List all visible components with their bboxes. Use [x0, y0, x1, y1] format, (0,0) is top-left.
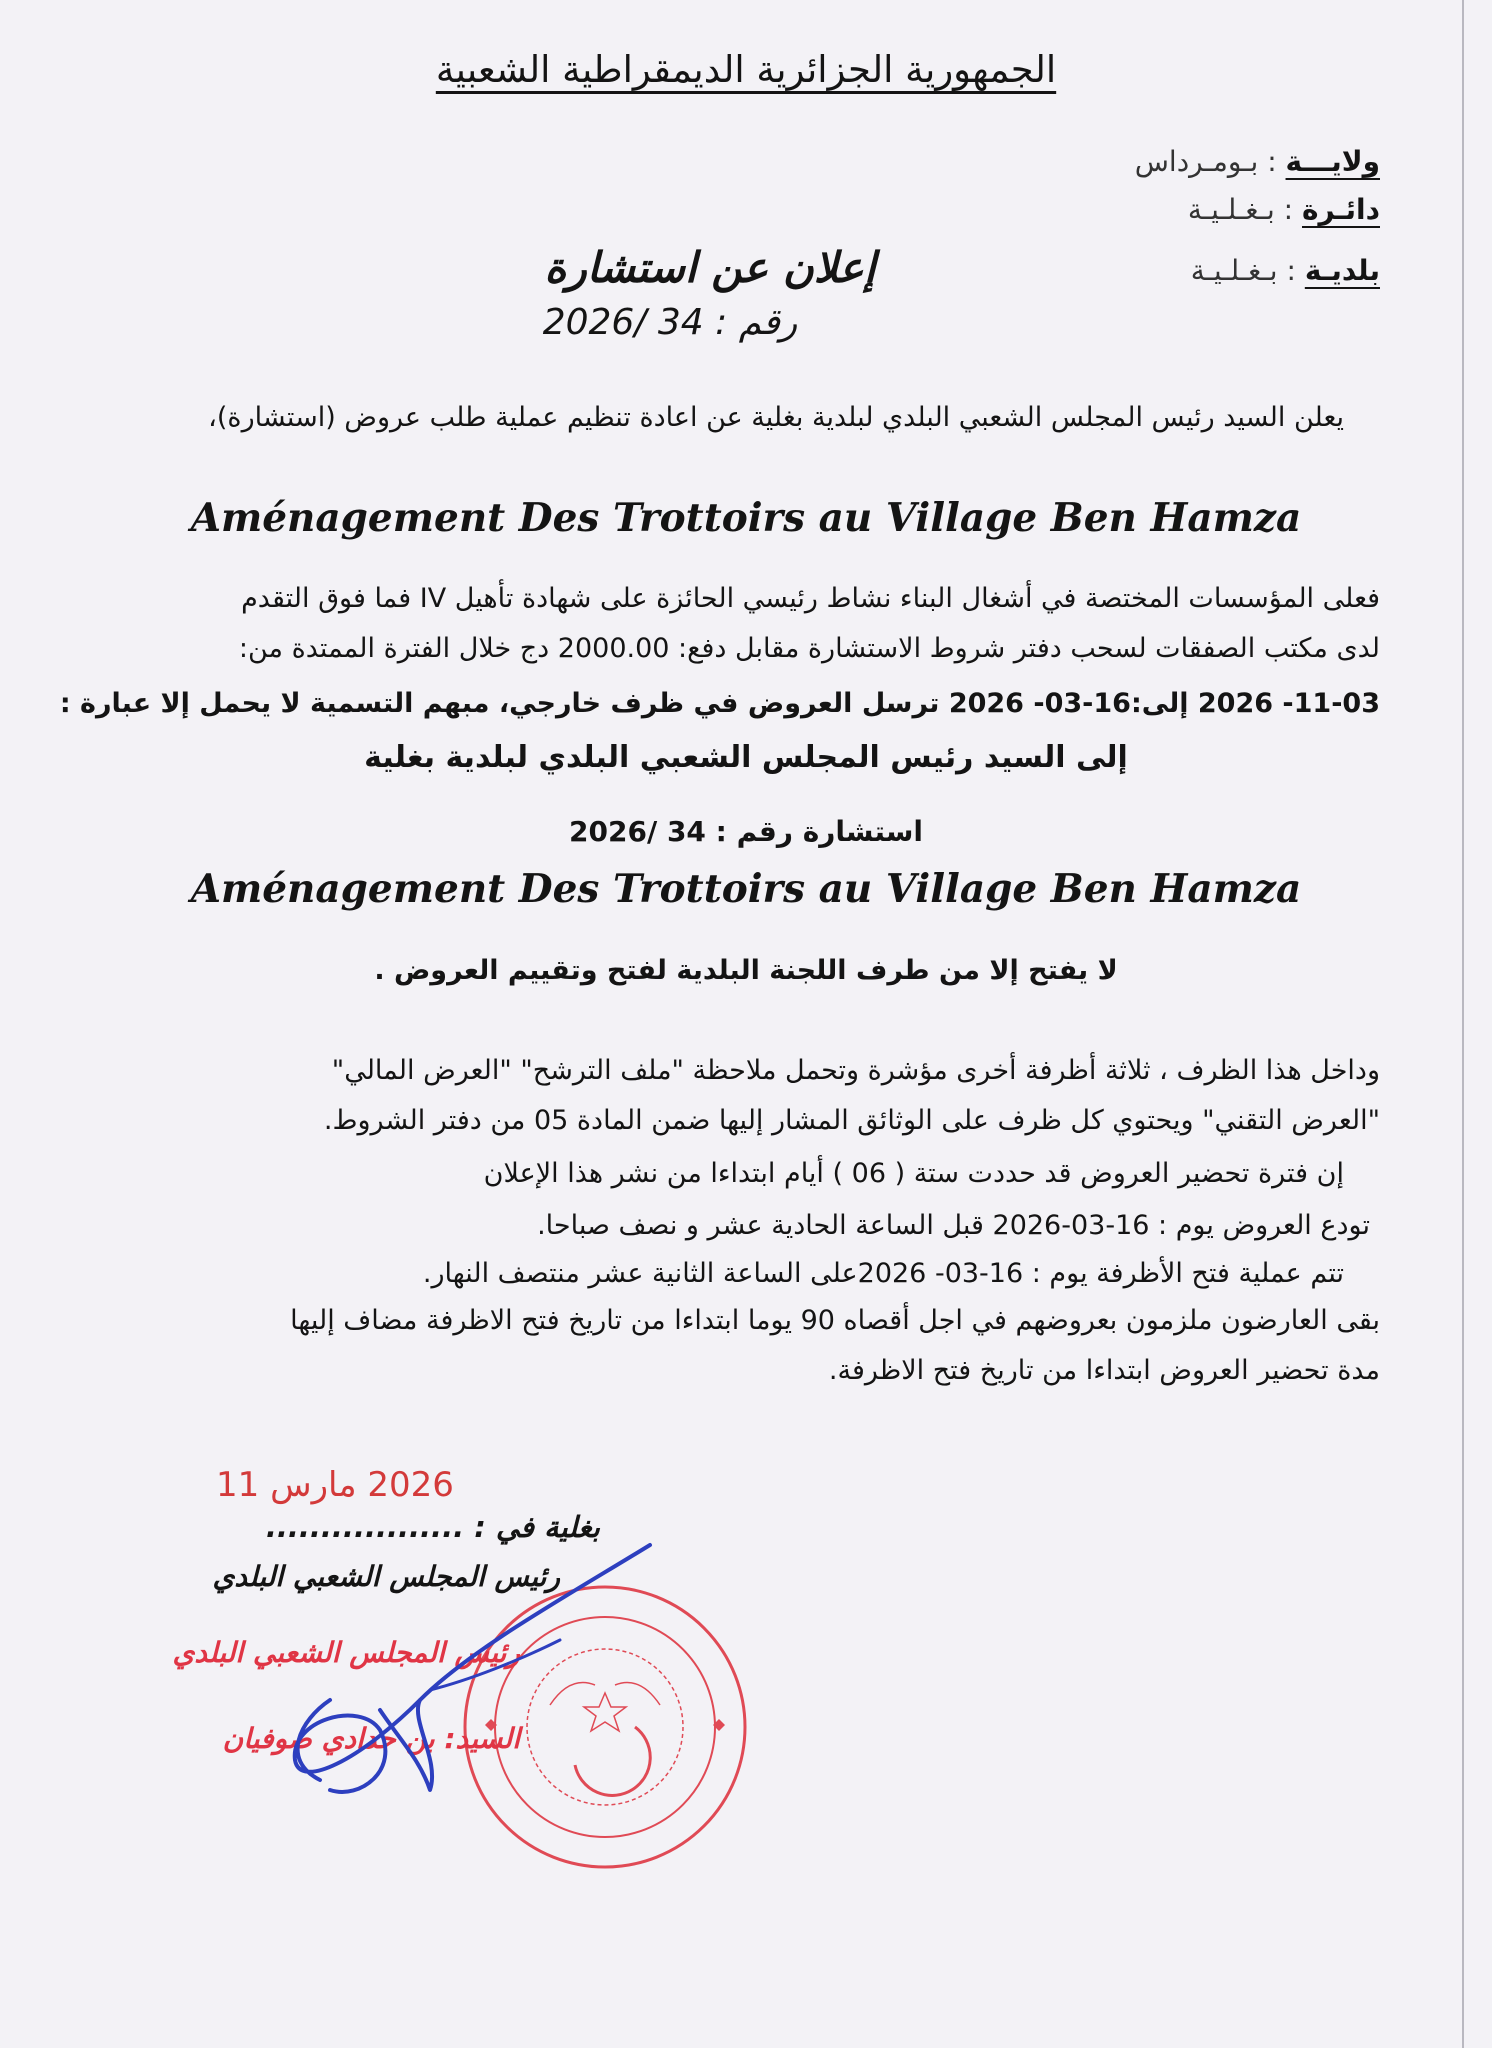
project-title: Aménagement Des Trottoirs au Village Ben Hamza	[190, 495, 1302, 541]
stamp-name: السيد: بن حدادي صوفيان	[222, 1722, 520, 1755]
envelopes-note-line-1: وداخل هذا الظرف ، ثلاثة أظرفة أخرى مؤشرة وتحمل ملاحظة "ملف الترشح" "العرض المالي"	[331, 1055, 1380, 1086]
commune-label: بلديـة	[1304, 254, 1380, 287]
eligibility-line-3: 11-03- 2026 إلى:16-03- 2026 ترسل العروض في ظرف خارجي، مبهم التسمية لا يحمل إلا عبارة :	[59, 688, 1380, 719]
stamp-title: رئيس المجلس الشعبي البلدي	[172, 1636, 520, 1669]
signature-title: رئيس المجلس الشعبي البلدي	[212, 1560, 560, 1593]
daira-line	[1188, 193, 1380, 226]
envelopes-note-line-2: "العرض التقني" ويحتوي كل ظرف على الوثائق المشار إليها ضمن المادة 05 من دفتر الشروط.	[323, 1105, 1380, 1136]
envelope-addressee: إلى السيد رئيس المجلس الشعبي البلدي لبلدية بغلية	[364, 740, 1128, 775]
wilaya-value: : بـومـرداس	[1134, 145, 1277, 178]
envelope-consult-number: استشارة رقم : 34 /2026	[569, 815, 923, 848]
envelope-project-title: Aménagement Des Trottoirs au Village Ben Hamza	[190, 866, 1302, 912]
prep-period: إن فترة تحضير العروض قد حددت ستة ( 06 ) أيام ابتداءا من نشر هذا الإعلان	[483, 1158, 1344, 1189]
announcement-number: رقم : 34 /2026	[542, 302, 798, 343]
opening-date: تتم عملية فتح الأظرفة يوم : 16-03- 2026على الساعة الثانية عشر منتصف النهار.	[422, 1258, 1344, 1289]
envelope-warning: لا يفتح إلا من طرف اللجنة البلدية لفتح وتقييم العروض .	[374, 955, 1118, 986]
daira-value: : بـغـلـيـة	[1187, 193, 1294, 226]
eligibility-line-2: لدى مكتب الصفقات لسحب دفتر شروط الاستشارة مقابل دفع: 2000.00 دج خلال الفترة الممتدة من:	[238, 633, 1380, 664]
signature-place-date: بغلية في : ..................	[265, 1510, 600, 1544]
announcement-title: إعلان عن استشارة	[544, 243, 876, 292]
deposit-date: تودع العروض يوم : 16-03-2026 قبل الساعة الحادية عشر و نصف صباحا.	[537, 1210, 1370, 1241]
validity-line-1: بقى العارضون ملزمون بعروضهم في اجل أقصاه 90 يوما ابتداءا من تاريخ فتح الاظرفة مضاف إليها	[290, 1305, 1380, 1336]
commune-line	[1191, 254, 1380, 287]
wilaya-line	[1135, 145, 1380, 178]
wilaya-label: ولايـــة	[1285, 145, 1380, 178]
page-edge	[1462, 0, 1464, 2048]
eligibility-line-1: فعلى المؤسسات المختصة في أشغال البناء نشاط رئيسي الحائزة على شهادة تأهيل IV فما فوق التقدم	[241, 583, 1380, 614]
validity-line-2: مدة تحضير العروض ابتداءا من تاريخ فتح الاظرفة.	[828, 1355, 1380, 1386]
date-stamp: 2026 مارس 11	[216, 1465, 454, 1505]
intro-paragraph: يعلن السيد رئيس المجلس الشعبي البلدي لبلدية بغلية عن اعادة تنظيم عملية طلب عروض (استشارة)،	[208, 402, 1344, 433]
daira-label: دائـرة	[1302, 193, 1380, 226]
republic-heading: الجمهورية الجزائرية الديمقراطية الشعبية	[435, 48, 1057, 91]
commune-value: : بـغـلـيـة	[1190, 254, 1296, 287]
